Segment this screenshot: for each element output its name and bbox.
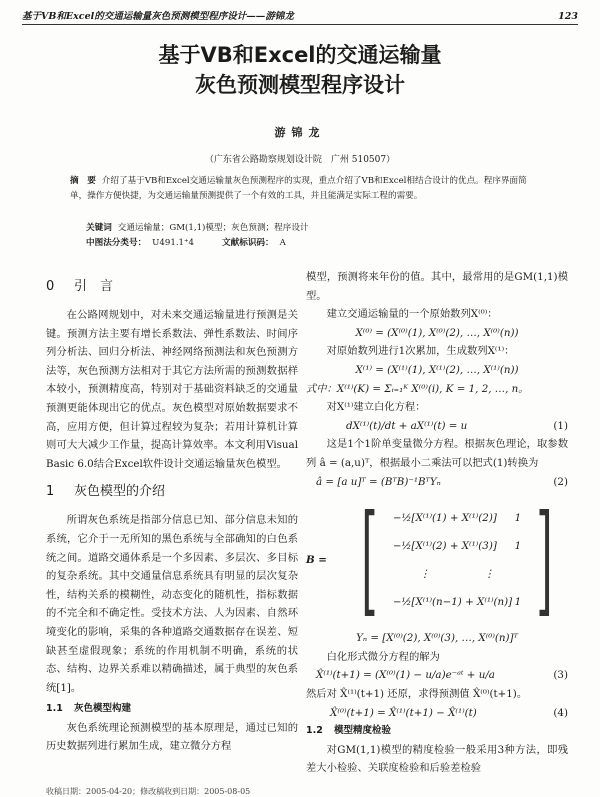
whitening-text: 对X⁽¹⁾建立白化方程： [326, 401, 426, 414]
title-line-1: 基于VB和Excel的交通运输量 [158, 43, 442, 67]
section-title: 灰色模型的介绍 [74, 484, 166, 500]
author: 游锦龙 [274, 126, 326, 139]
abstract-text: 介绍了基于VB和Excel交通运输量灰色预测程序的实现，重点介绍了VB和Excel相结合设计的优点。程序界面简单，操作方便快捷，为交通运输量预测提供了一个有效的工具，并且能满足实际工程的需要。 [70, 176, 527, 201]
solution-text: 白化形式微分方程的解为 [326, 650, 440, 663]
section-title: 引 言 [74, 279, 114, 294]
section-heading-grey-model [46, 473, 298, 511]
affiliation: （广东省公路勘察规划设计院 广州 510507） [204, 155, 396, 165]
equation-3-number: (3) [553, 669, 568, 682]
subsection-number: 1.1 [46, 703, 63, 715]
matrix-cell: −½[X⁽¹⁾(2) + X⁽¹⁾(3)] [392, 539, 497, 552]
section-number: 1 [46, 484, 55, 500]
keywords-text: 交通运输量；GM(1,1)模型；灰色预测；程序设计 [117, 223, 309, 233]
equation-1 [306, 417, 568, 436]
matrix-cell: −½[X⁽¹⁾(n−1) + X⁽¹⁾(n)] [392, 595, 513, 608]
matrix-cell: ⋮ [419, 567, 431, 580]
running-header-text: 基于VB和Excel的交通运输量灰色预测模型程序设计——游锦龙 [22, 11, 294, 22]
matrix-row [393, 504, 521, 532]
paper-title [0, 40, 600, 100]
page-number: 123 [558, 11, 578, 22]
classification [86, 236, 309, 251]
ago-text: 对原始数列进行1次累加，生成数列X⁽¹⁾： [326, 345, 515, 358]
keywords [86, 221, 309, 236]
equation-x1: X⁽¹⁾ = (X⁽¹⁾(1), X⁽¹⁾(2), …, X⁽¹⁾(n)) [355, 363, 519, 376]
matrix-b [306, 490, 568, 630]
equation-sum: 式中：X⁽¹⁾(K) = Σᵢ₌₁ᴷ X⁽⁰⁾(i), K = 1, 2, …, n。 [306, 382, 529, 395]
subsection-title: 灰色模型构建 [74, 703, 132, 715]
equation-1-number: (1) [553, 419, 568, 432]
received-date-footnote: 收稿日期：2005-04-20；修改稿收到日期：2005-08-05 [46, 787, 251, 796]
doc-code-value: A [279, 238, 286, 248]
continuation-paragraph: 模型，预测将来年份的值。其中，最常用的是GM(1,1)模型。 [306, 271, 568, 302]
abstract [70, 174, 528, 204]
restore-text: 然后对 X̂⁽¹⁾(t+1) 还原，求得预测值 X̂⁽⁰⁾(t+1)。 [306, 687, 528, 700]
classification-value: U491.1⁺4 [152, 238, 195, 248]
matrix-lhs: B = [306, 553, 327, 566]
subsection-heading-model-build [46, 700, 298, 719]
equation-2-number: (2) [553, 475, 568, 488]
matrix-row [393, 560, 521, 588]
equation-4 [306, 704, 568, 723]
left-bracket: [ [361, 490, 378, 630]
running-header [22, 6, 578, 25]
matrix-cell: ⋮ [483, 567, 495, 580]
section-number: 0 [46, 279, 55, 294]
matrix-cell: 1 [514, 595, 522, 608]
matrix-row [393, 588, 521, 616]
subsection-heading-accuracy [306, 722, 568, 741]
matrix-cell: −½[X⁽¹⁾(1) + X⁽¹⁾(2)] [392, 511, 497, 524]
subsection-number: 1.2 [306, 725, 323, 737]
matrix-cell: 1 [514, 511, 522, 524]
parameter-text: 这是1个1阶单变量微分方程。根据灰色理论，取参数列 â = (a,u)ᵀ，根据最小二乘法可以把式(1)转换为 [306, 438, 568, 469]
equation-yn: Yₙ = [X⁽⁰⁾(2), X⁽⁰⁾(3), …, X⁽⁰⁾(n)]ᵀ [356, 632, 518, 645]
subsection-title: 模型精度检验 [334, 725, 392, 737]
title-line-2: 灰色预测模型程序设计 [195, 73, 405, 97]
equation-2-body: â = [a u]ᵀ = (BᵀB)⁻¹BᵀYₙ [316, 475, 441, 488]
right-column [306, 268, 568, 778]
paper-meta [86, 221, 309, 251]
intro-paragraph: 在公路网规划中，对未来交通运输量进行预测是关键。预测方法主要有增长系数法、弹性系数法、时间序列分析法、回归分析法、神经网络预测法和灰色预测方法等，灰色预测方法相对于其它方法所需的预测数据样本较小，预测精度高，特别对于基础资料缺乏的交通量预测更能体现出它的优点。灰色模型对原始数据要求不高，应用方便，但计算过程较为复杂；若用计算机计算则可大大减少工作量，提高计算效率。本文利用Visual Basic 6.0结合Excel软件设计交通运输量灰色模型。 [46, 309, 298, 470]
equation-4-body: X̂⁽⁰⁾(t+1) = X̂⁽¹⁾(t+1) − X̂⁽¹⁾(t) [330, 706, 477, 719]
abstract-label: 摘 要 [70, 176, 96, 186]
doc-code-label: 文献标识码： [222, 238, 274, 248]
model-principle-paragraph: 灰色系统理论预测模型的基本原理是，通过已知的历史数据列进行累加生成，建立微分方程 [46, 721, 298, 753]
equation-x0: X⁽⁰⁾ = (X⁽⁰⁾(1), X⁽⁰⁾(2), …, X⁽⁰⁾(n)) [355, 326, 519, 339]
equation-4-number: (4) [553, 706, 568, 719]
section-heading-intro [46, 268, 298, 306]
classification-label: 中图法分类号： [86, 238, 147, 248]
original-series-text: 建立交通运输量的一个原始数列X⁽⁰⁾： [326, 308, 498, 321]
equation-1-body: dX⁽¹⁾(t)/dt + aX⁽¹⁾(t) = u [346, 419, 468, 432]
equation-3 [306, 666, 568, 685]
equation-3-body: X̂⁽¹⁾(t+1) = (X⁽⁰⁾(1) − u/a)e⁻ᵃᵗ + u/a [316, 669, 495, 682]
matrix-rows [393, 504, 521, 616]
accuracy-paragraph: 对GM(1,1)模型的精度检验一般采用3种方法，即残差大小检验、关联度检验和后验差检验 [306, 743, 568, 775]
right-bracket: ] [536, 490, 553, 630]
equation-2 [306, 473, 568, 492]
keywords-label: 关键词 [86, 223, 112, 233]
grey-system-paragraph: 所谓灰色系统是指部分信息已知、部分信息未知的系统，它介于一无所知的黑色系统与全部确知的白色系统之间。道路交通体系是一个多因素、多层次、多目标的复杂系统。其中交通量信息系统具有明显的层次复杂性，结构关系的模糊性，动态变化的随机性，指标数据的不完全和不确定性。受技术方法、人为因素、自然环境变化的影响，采集的各种道路交通数据存在误差、短缺甚至虚假现象；系统的作用机制不明确，系统的状态、结构、边界关系难以精确描述，属于典型的灰色系统[1]。 [46, 514, 298, 694]
matrix-cell: 1 [514, 539, 522, 552]
left-column [46, 268, 298, 756]
matrix-row [393, 532, 521, 560]
